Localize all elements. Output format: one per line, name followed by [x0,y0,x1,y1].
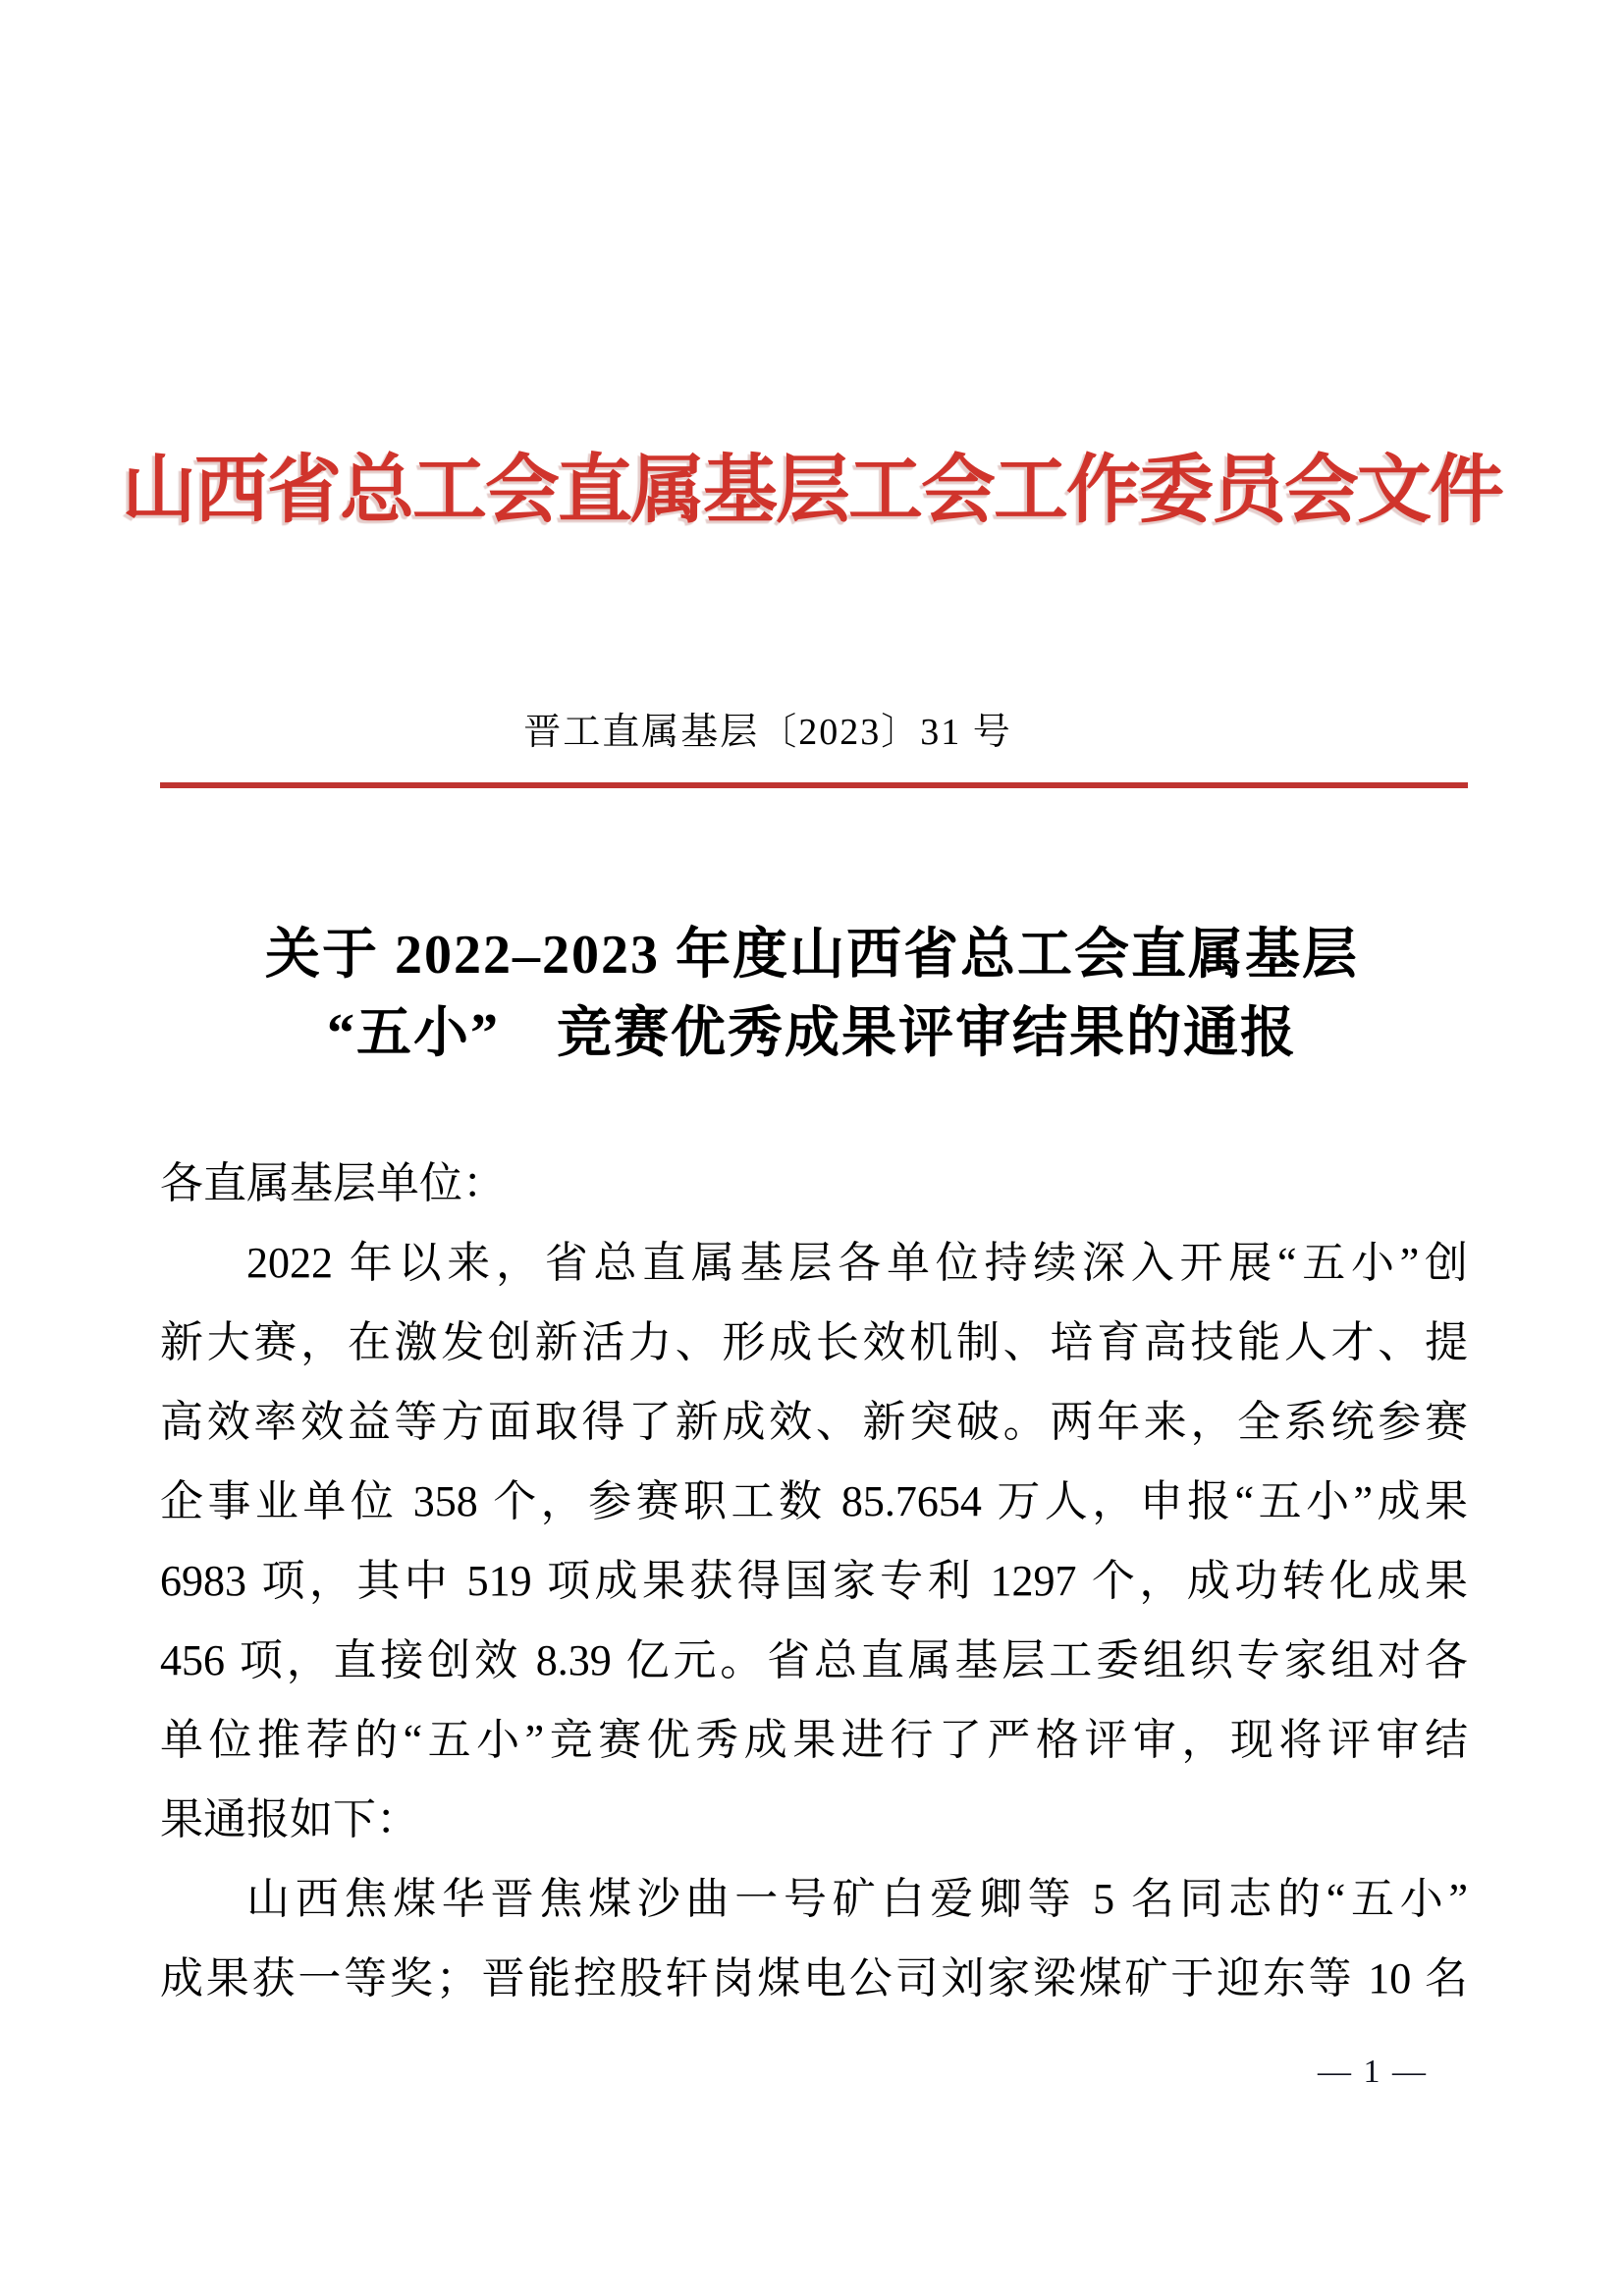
body-line: 6983 项，其中 519 项成果获得国家专利 1297 个，成功转化成果 [160,1557,1468,1605]
salutation-line: 各直属基层单位： [160,1159,506,1207]
body-line: 企事业单位 358 个，参赛职工数 85.7654 万人，申报“五小”成果 [160,1477,1468,1525]
body-line: 高效率效益等方面取得了新成效、新突破。两年来，全系统参赛 [160,1398,1468,1446]
page-number: — 1 — [1318,2054,1428,2090]
document-title-line1: 关于 2022–2023 年度山西省总工会直属基层 [265,925,1359,986]
document-title [0,916,1624,1073]
body-line: 成果获一等奖；晋能控股轩岗煤电公司刘家梁煤矿于迎东等 10 名 [160,1954,1468,2002]
body-line: 果通报如下： [160,1795,419,1843]
document-title-line2: “五小” 竞赛优秀成果评审结果的通报 [327,1003,1297,1064]
body-line: 2022 年以来，省总直属基层各单位持续深入开展“五小”创 [246,1239,1468,1287]
body-line: 新大赛，在激发创新活力、形成长效机制、培育高技能人才、提 [160,1318,1468,1366]
body-line: 456 项，直接创效 8.39 亿元。省总直属基层工委组织专家组对各 [160,1636,1468,1684]
letterhead-title: 山西省总工会直属基层工会工作委员会文件 [122,450,1502,532]
document-number: 晋工直属基层〔2023〕31 号 [523,712,1012,753]
document-body [160,1144,1468,2018]
body-line: 单位推荐的“五小”竞赛优秀成果进行了严格评审，现将评审结 [160,1716,1468,1764]
red-divider-line [160,782,1468,788]
body-line: 山西焦煤华晋焦煤沙曲一号矿白爱卿等 5 名同志的“五小” [246,1875,1468,1923]
